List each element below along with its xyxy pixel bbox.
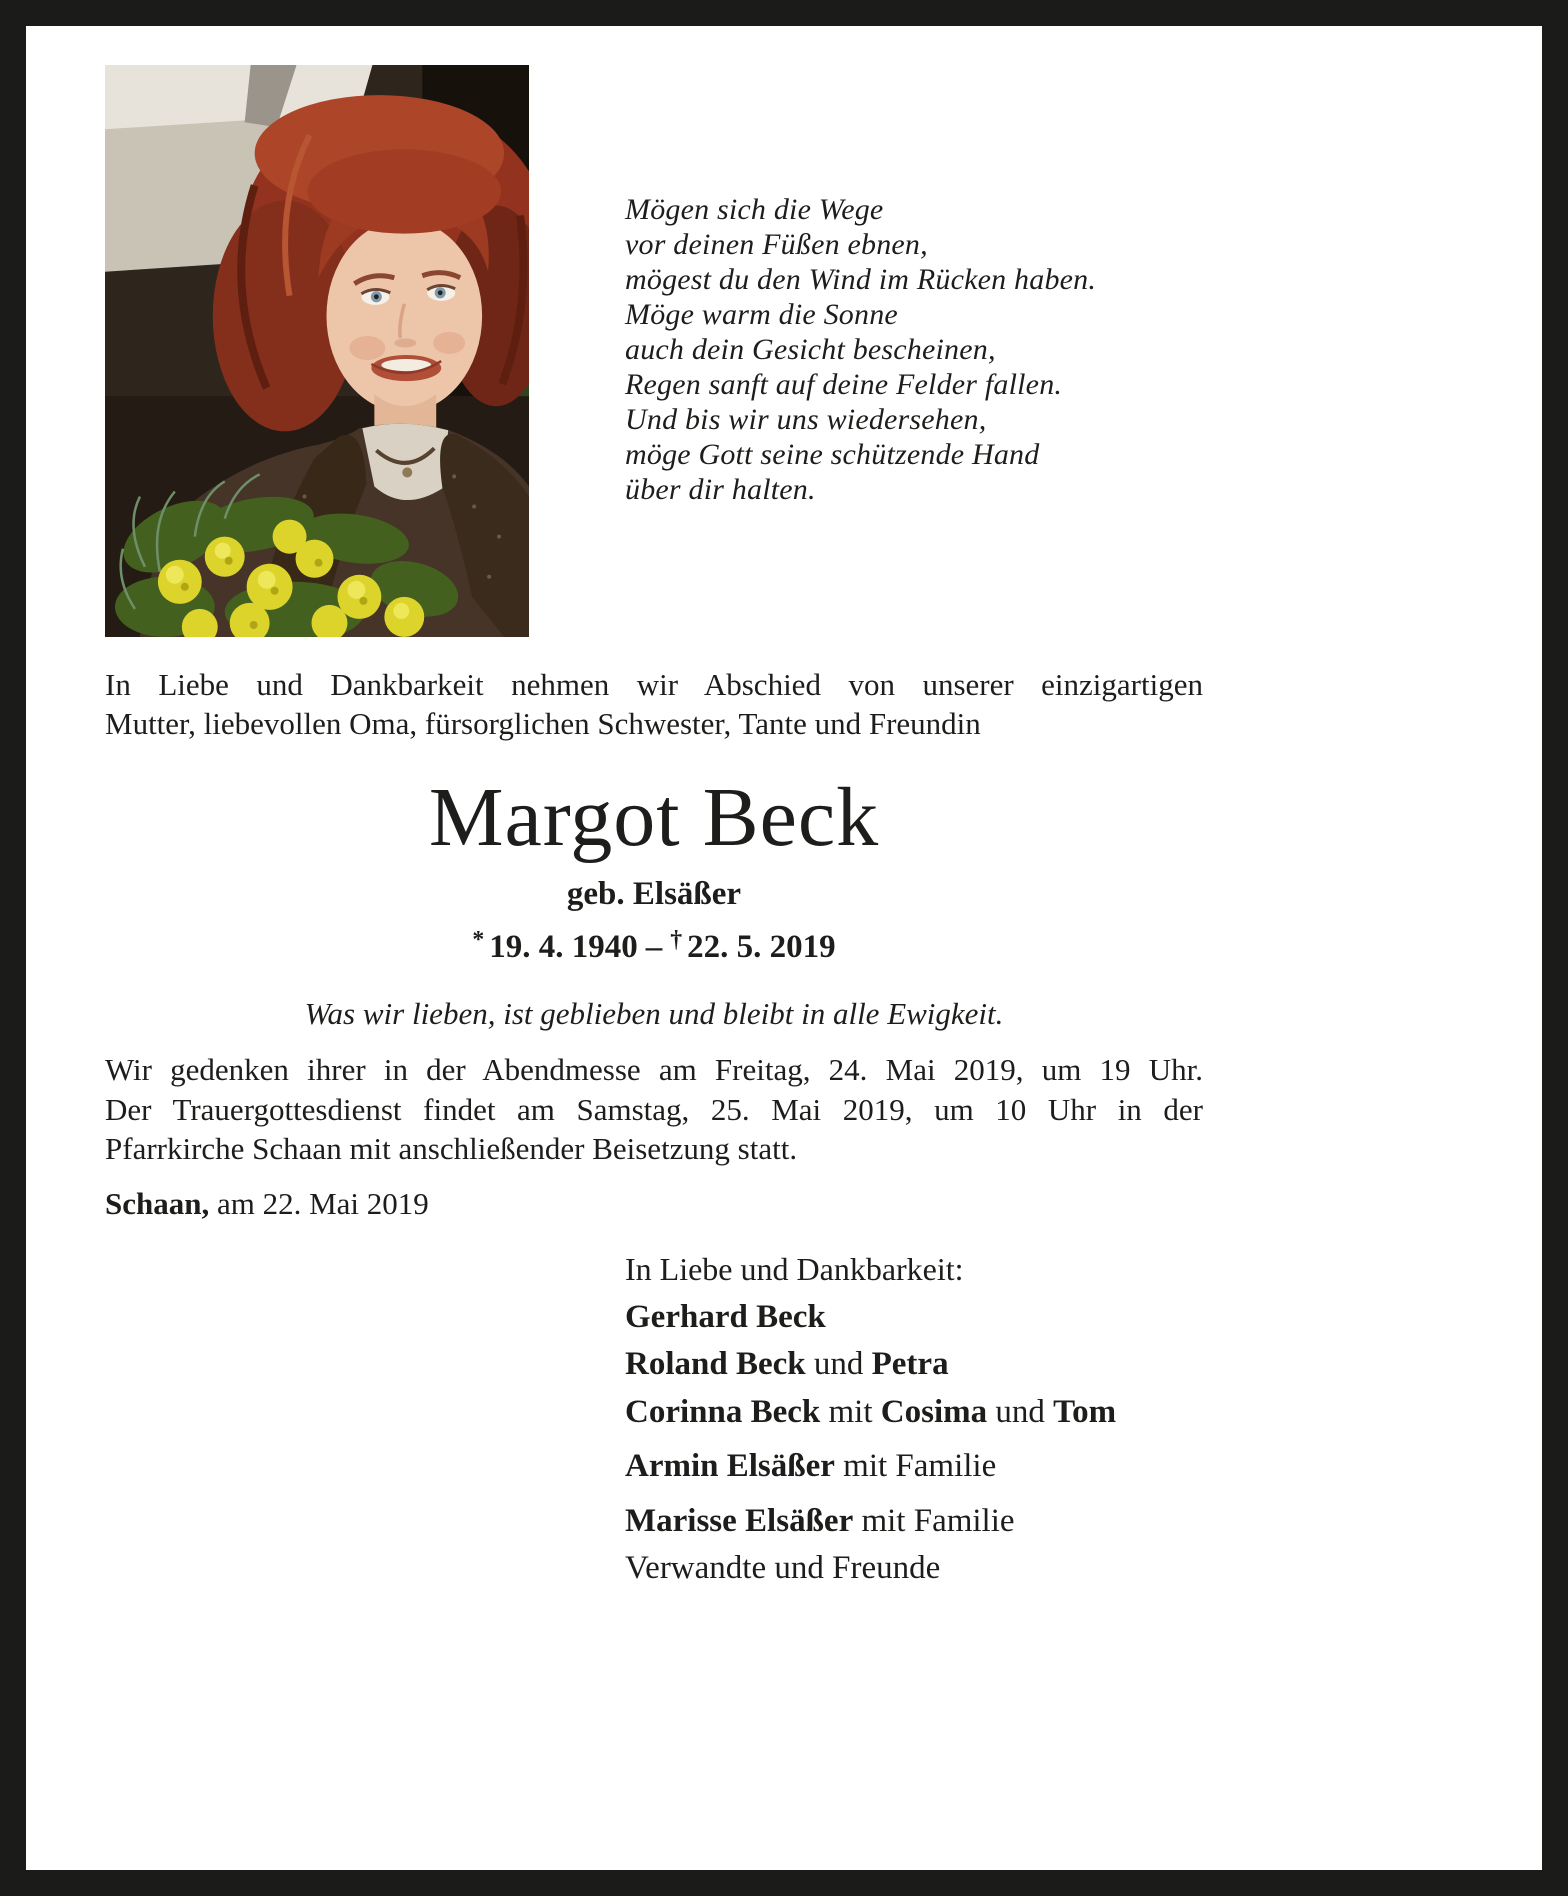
deceased-block bbox=[105, 771, 1203, 1033]
dateline bbox=[105, 1184, 429, 1224]
poem-line: Und bis wir uns wiedersehen, bbox=[625, 403, 987, 436]
birth-symbol: * bbox=[472, 927, 485, 953]
portrait-photo bbox=[105, 65, 529, 637]
life-dates bbox=[105, 920, 1203, 967]
memorial-quote: Was wir lieben, ist geblieben und bleibt in alle Ewigkeit. bbox=[304, 995, 1004, 1031]
poem-line: möge Gott seine schützende Hand bbox=[625, 438, 1040, 471]
mourner-name: Corinna Beck bbox=[625, 1393, 821, 1430]
birth-date: 19. 4. 1940 bbox=[489, 928, 638, 965]
blessing-poem bbox=[625, 192, 1096, 507]
poem-line: mögest du den Wind im Rücken haben. bbox=[625, 263, 1097, 296]
death-date: 22. 5. 2019 bbox=[687, 928, 836, 965]
mourners-list bbox=[625, 1294, 1116, 1593]
mourner-text: Verwandte und Freunde bbox=[625, 1550, 941, 1586]
mourners-heading: In Liebe und Dankbarkeit: bbox=[625, 1251, 964, 1287]
mourner-text: mit bbox=[820, 1393, 881, 1430]
mourner-name: Roland Beck bbox=[625, 1346, 806, 1382]
mourner-entry bbox=[625, 1443, 1116, 1491]
intro-line: In Liebe und Dankbarkeit nehmen wir Abschied von unserer einzigartigen bbox=[105, 667, 1203, 702]
mourner-name: Petra bbox=[871, 1346, 949, 1382]
mourner-name: Marisse Elsäßer bbox=[625, 1502, 854, 1539]
intro-line: Mutter, liebevollen Oma, fürsorglichen Schwester, Tante und Freundin bbox=[105, 706, 981, 741]
mourner-text: mit Familie bbox=[853, 1502, 1015, 1539]
mourner-text: mit Familie bbox=[834, 1448, 997, 1484]
mourner-text: und bbox=[987, 1393, 1054, 1430]
dates-separator: – bbox=[645, 928, 663, 965]
poem-line: Möge warm die Sonne bbox=[625, 298, 898, 331]
poem-line: über dir halten. bbox=[625, 473, 816, 506]
service-line: Wir gedenken ihrer in der Abendmesse am Freitag, 24. Mai 2019, um 19 Uhr. bbox=[105, 1052, 1203, 1087]
mourner-entry bbox=[625, 1389, 1116, 1437]
poem-line: Mögen sich die Wege bbox=[625, 193, 884, 226]
deceased-name: Margot Beck bbox=[428, 771, 880, 864]
poem-line: Regen sanft auf deine Felder fallen. bbox=[625, 368, 1063, 401]
mourner-name: Tom bbox=[1053, 1393, 1117, 1430]
intro-text bbox=[105, 665, 1203, 743]
dateline-date: am 22. Mai 2019 bbox=[216, 1186, 429, 1221]
mourner-entry bbox=[625, 1498, 1116, 1546]
mourner-entry bbox=[625, 1545, 1116, 1593]
service-info bbox=[105, 1050, 1203, 1169]
service-line: Pfarrkirche Schaan mit anschließender Beisetzung statt. bbox=[105, 1131, 798, 1166]
mourner-entry bbox=[625, 1341, 1116, 1389]
service-line: Der Trauergottesdienst findet am Samstag, 25. Mai 2019, um 10 Uhr in der bbox=[105, 1091, 1203, 1127]
dateline-place: Schaan, bbox=[105, 1186, 210, 1221]
mourner-name: Cosima bbox=[880, 1393, 988, 1430]
mourner-entry bbox=[625, 1294, 1116, 1342]
mourner-name: Armin Elsäßer bbox=[625, 1448, 835, 1484]
death-symbol: † bbox=[670, 927, 683, 953]
mourner-name: Gerhard Beck bbox=[625, 1298, 826, 1335]
maiden-name: geb. Elsäßer bbox=[566, 876, 742, 912]
portrait-illustration bbox=[105, 65, 529, 637]
poem-line: vor deinen Füßen ebnen, bbox=[625, 228, 928, 261]
poem-line: auch dein Gesicht bescheinen, bbox=[625, 333, 996, 366]
mourners-section bbox=[625, 1246, 1116, 1593]
mourner-text: und bbox=[805, 1346, 872, 1382]
